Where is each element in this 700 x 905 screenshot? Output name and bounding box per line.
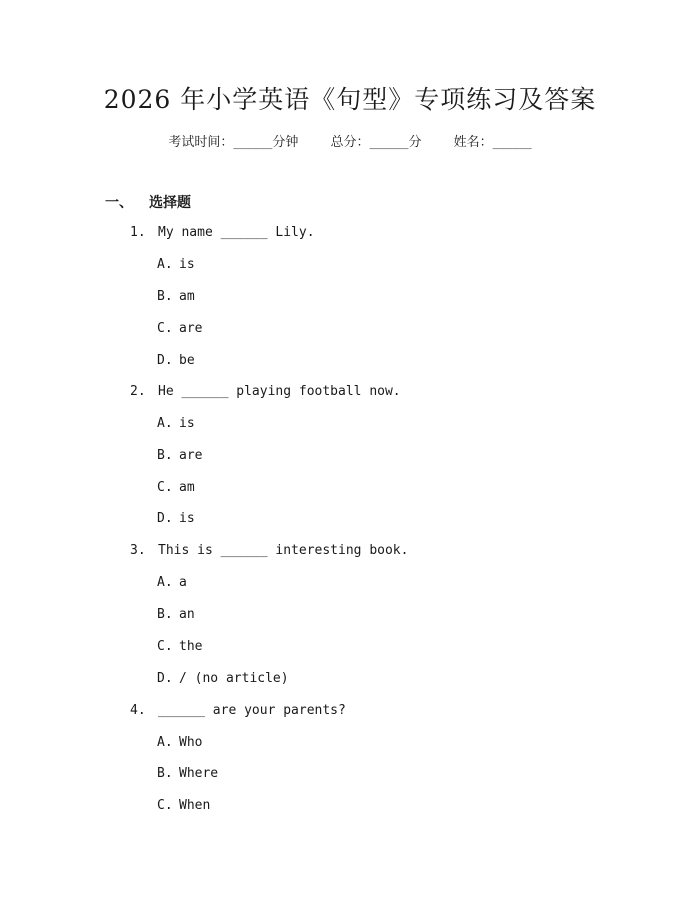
question-number: 2. bbox=[130, 384, 146, 399]
option-letter: C. bbox=[157, 639, 173, 654]
question-text: ______ are your parents? bbox=[158, 703, 346, 718]
option-text: be bbox=[179, 353, 195, 368]
question-number: 4. bbox=[130, 703, 146, 718]
option-letter: B. bbox=[157, 289, 173, 304]
option bbox=[157, 321, 202, 336]
option-text: am bbox=[179, 480, 195, 495]
option bbox=[157, 639, 202, 654]
section-label: 选择题 bbox=[149, 195, 191, 211]
option-letter: A. bbox=[157, 575, 173, 590]
question-text: This is ______ interesting book. bbox=[158, 543, 409, 558]
question-3 bbox=[130, 543, 408, 558]
option-text: am bbox=[179, 289, 195, 304]
option-text: Who bbox=[179, 735, 203, 750]
option-letter: D. bbox=[157, 671, 173, 686]
question-number: 1. bbox=[130, 225, 146, 240]
question-2 bbox=[130, 384, 401, 399]
section-number: 一、 bbox=[105, 195, 133, 211]
question-number: 3. bbox=[130, 543, 146, 558]
option-letter: D. bbox=[157, 353, 173, 368]
section-heading bbox=[105, 192, 191, 212]
exam-info bbox=[0, 131, 700, 150]
option bbox=[157, 607, 195, 622]
option-letter: C. bbox=[157, 480, 173, 495]
option bbox=[157, 766, 218, 781]
option-text: an bbox=[179, 607, 195, 622]
question-1 bbox=[130, 225, 315, 240]
option bbox=[157, 257, 195, 272]
total-score: 总分：______分 bbox=[330, 135, 422, 150]
option bbox=[157, 671, 289, 686]
option-text: the bbox=[179, 639, 203, 654]
option-letter: C. bbox=[157, 798, 173, 813]
option-text: is bbox=[179, 416, 195, 431]
option-letter: A. bbox=[157, 257, 173, 272]
option bbox=[157, 416, 195, 431]
option-text: are bbox=[179, 448, 203, 463]
option bbox=[157, 511, 195, 526]
option bbox=[157, 735, 202, 750]
question-4 bbox=[130, 703, 346, 718]
option-text: When bbox=[179, 798, 211, 813]
option-text: Where bbox=[179, 766, 219, 781]
exam-time: 考试时间：______分钟 bbox=[168, 135, 299, 150]
option-text: / (no article) bbox=[179, 671, 289, 686]
option-letter: B. bbox=[157, 766, 173, 781]
option-letter: D. bbox=[157, 511, 173, 526]
option bbox=[157, 353, 195, 368]
option bbox=[157, 575, 187, 590]
option-text: a bbox=[179, 575, 187, 590]
question-text: My name ______ Lily. bbox=[158, 225, 315, 240]
option-text: is bbox=[179, 511, 195, 526]
question-text: He ______ playing football now. bbox=[158, 384, 401, 399]
option-letter: B. bbox=[157, 607, 173, 622]
option bbox=[157, 448, 202, 463]
option bbox=[157, 480, 195, 495]
option-letter: A. bbox=[157, 416, 173, 431]
option-text: are bbox=[179, 321, 203, 336]
option-letter: C. bbox=[157, 321, 173, 336]
student-name: 姓名：______ bbox=[453, 135, 532, 150]
option bbox=[157, 289, 195, 304]
option-letter: A. bbox=[157, 735, 173, 750]
page-title: 2026 年小学英语《句型》专项练习及答案 bbox=[103, 85, 597, 114]
option-letter: B. bbox=[157, 448, 173, 463]
option-text: is bbox=[179, 257, 195, 272]
option bbox=[157, 798, 210, 813]
